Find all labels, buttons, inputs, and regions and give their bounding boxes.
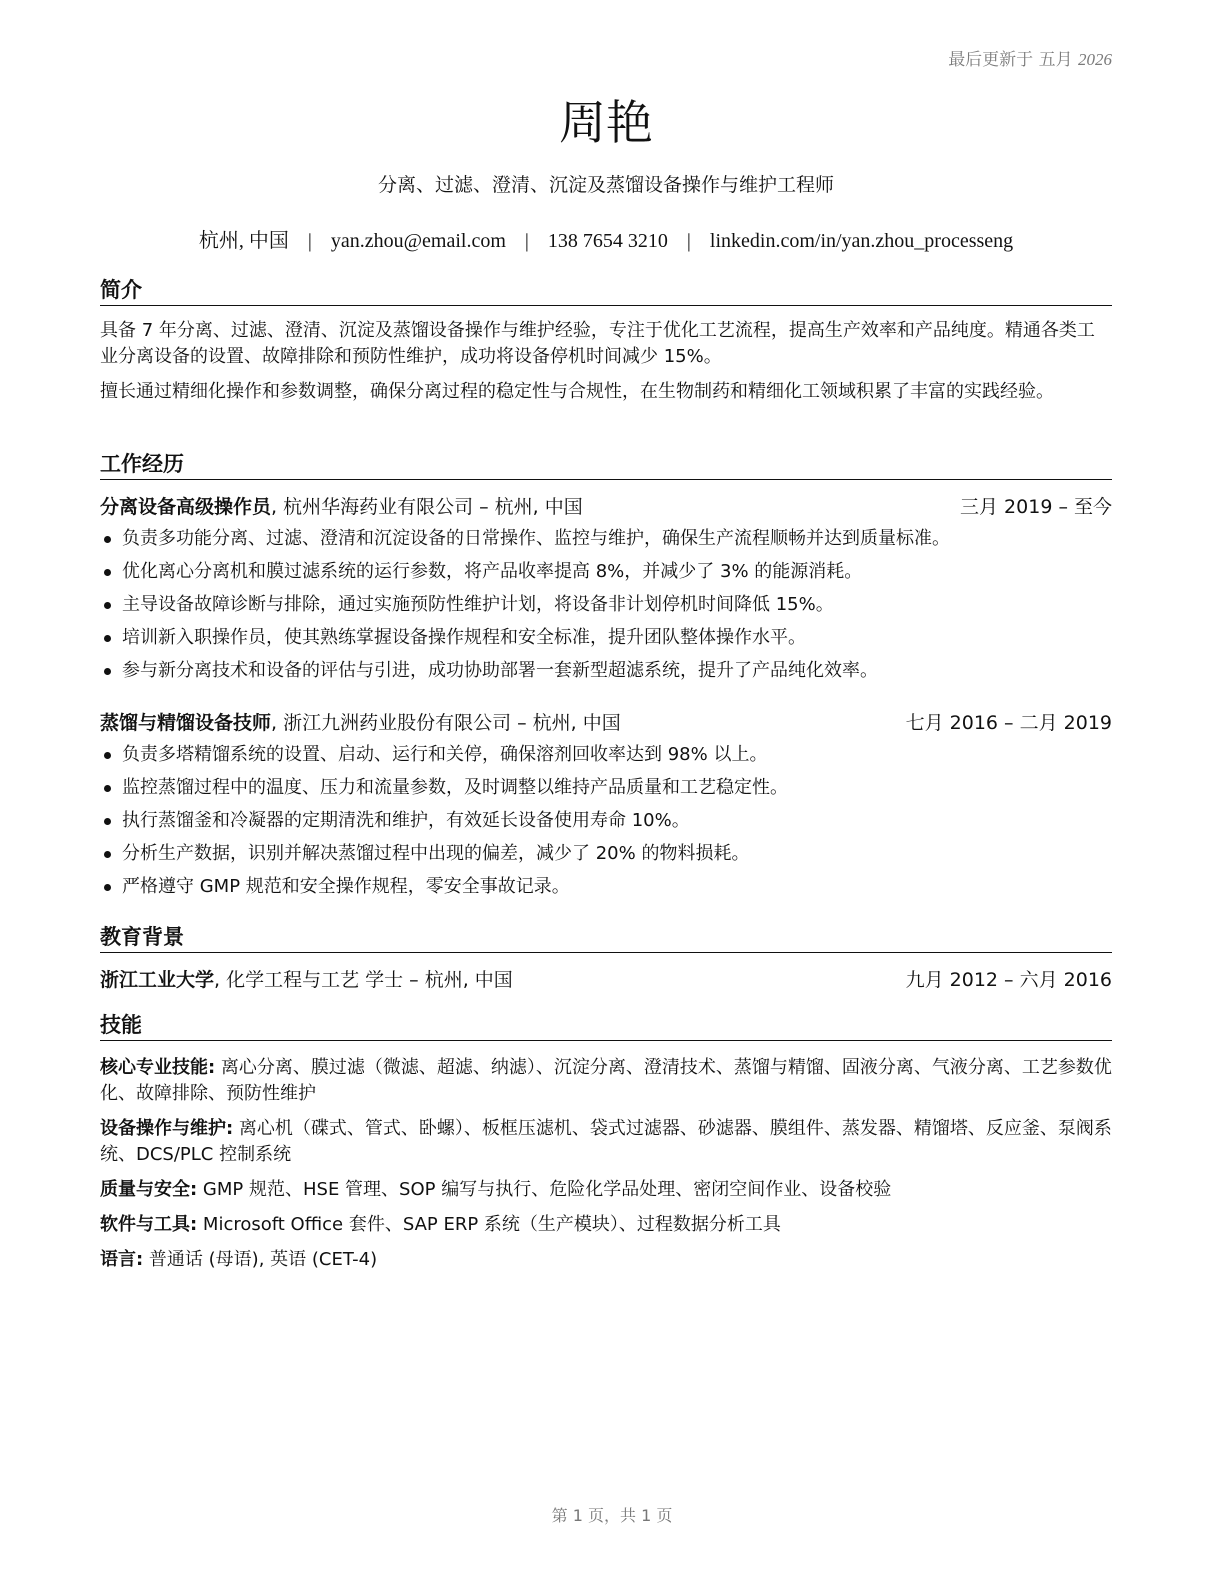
education-line bbox=[100, 967, 513, 993]
contact-separator: | bbox=[524, 230, 529, 252]
education-entry bbox=[100, 967, 1112, 993]
summary-paragraph-2: 擅长通过精细化操作和参数调整，确保分离过程的稳定性与合规性，在生物制药和精细化工领域积累了丰富的实践经验。 bbox=[100, 381, 1054, 402]
experience-title: 工作经历 bbox=[100, 451, 1112, 480]
job-role: 分离设备高级操作员 bbox=[100, 496, 272, 518]
skill-value: 离心机（碟式、管式、卧螺）、板框压滤机、袋式过滤器、砂滤器、膜组件、蒸发器、精馏塔、反应釜、泵阀系统、DCS/PLC 控制系统 bbox=[100, 1118, 1112, 1165]
contact-separator: | bbox=[307, 230, 312, 252]
contact-separator: | bbox=[686, 230, 691, 252]
experience-section bbox=[100, 451, 1112, 907]
job-bullet: 执行蒸馏釜和冷凝器的定期清洗和维护，有效延长设备使用寿命 10%。 bbox=[100, 808, 1112, 841]
education-date: 九月 2012 – 六月 2016 bbox=[905, 969, 1112, 991]
summary-title: 简介 bbox=[100, 277, 1112, 306]
last-updated-label: 最后更新于 五月 bbox=[948, 50, 1073, 70]
last-updated-year: 2026 bbox=[1078, 50, 1112, 69]
contact-line bbox=[100, 224, 1112, 253]
job-date: 七月 2016 – 二月 2019 bbox=[905, 712, 1112, 734]
last-updated bbox=[948, 45, 1112, 70]
education-section bbox=[100, 924, 1112, 993]
contact-email[interactable]: yan.zhou@email.com bbox=[330, 230, 506, 252]
job-bullet: 培训新入职操作员，使其熟练掌握设备操作规程和安全标准，提升团队整体操作水平。 bbox=[100, 625, 1112, 658]
job-bullets bbox=[100, 742, 1112, 907]
skill-value: 普通话 (母语), 英语 (CET-4) bbox=[143, 1249, 378, 1270]
job-role: 蒸馏与精馏设备技师 bbox=[100, 712, 272, 734]
job-bullets bbox=[100, 526, 1112, 691]
candidate-name: 周艳 bbox=[559, 96, 653, 151]
education-detail: , 化学工程与工艺 学士 – 杭州, 中国 bbox=[214, 969, 513, 991]
job-bullet: 监控蒸馏过程中的温度、压力和流量参数，及时调整以维持产品质量和工艺稳定性。 bbox=[100, 775, 1112, 808]
skill-value: GMP 规范、HSE 管理、SOP 编写与执行、危险化学品处理、密闭空间作业、设备校验 bbox=[197, 1179, 892, 1200]
job-entry-1 bbox=[100, 494, 1112, 691]
job-date: 三月 2019 – 至今 bbox=[960, 496, 1112, 518]
job-title-line bbox=[100, 494, 583, 520]
skills-section bbox=[100, 1012, 1112, 1273]
job-entry-2 bbox=[100, 710, 1112, 907]
skills-title: 技能 bbox=[100, 1012, 1112, 1041]
job-organization: , 杭州华海药业有限公司 – 杭州, 中国 bbox=[271, 496, 583, 518]
skill-value: Microsoft Office 套件、SAP ERP 系统（生产模块）、过程数据分析工具 bbox=[197, 1214, 781, 1235]
education-title: 教育背景 bbox=[100, 924, 1112, 953]
skill-label: 设备操作与维护: bbox=[100, 1118, 234, 1139]
skill-label: 质量与安全: bbox=[100, 1179, 198, 1200]
summary-section bbox=[100, 277, 1112, 405]
job-header bbox=[100, 710, 1112, 736]
job-bullet: 优化离心分离机和膜过滤系统的运行参数，将产品收率提高 8%，并减少了 3% 的能源消耗。 bbox=[100, 559, 1112, 592]
job-header bbox=[100, 494, 1112, 520]
contact-linkedin[interactable]: linkedin.com/in/yan.zhou_processeng bbox=[709, 230, 1014, 252]
skill-row bbox=[100, 1116, 1112, 1168]
job-bullet: 参与新分离技术和设备的评估与引进，成功协助部署一套新型超滤系统，提升了产品纯化效率。 bbox=[100, 658, 1112, 691]
skill-label: 核心专业技能: bbox=[100, 1057, 216, 1078]
contact-location: 杭州, 中国 bbox=[198, 230, 289, 252]
skill-value: 离心分离、膜过滤（微滤、超滤、纳滤）、沉淀分离、澄清技术、蒸馏与精馏、固液分离、气液分离、工艺参数优化、故障排除、预防性维护 bbox=[100, 1057, 1112, 1104]
education-school: 浙江工业大学 bbox=[100, 969, 215, 991]
job-bullet: 负责多塔精馏系统的设置、启动、运行和关停，确保溶剂回收率达到 98% 以上。 bbox=[100, 742, 1112, 775]
job-organization: , 浙江九洲药业股份有限公司 – 杭州, 中国 bbox=[271, 712, 621, 734]
skill-row bbox=[100, 1177, 1112, 1203]
job-bullet: 主导设备故障诊断与排除，通过实施预防性维护计划，将设备非计划停机时间降低 15%。 bbox=[100, 592, 1112, 625]
job-title-line bbox=[100, 710, 621, 736]
contact-phone[interactable]: 138 7654 3210 bbox=[547, 230, 668, 252]
skill-label: 语言: bbox=[100, 1249, 144, 1270]
job-bullet: 负责多功能分离、过滤、澄清和沉淀设备的日常操作、监控与维护，确保生产流程顺畅并达到质量标准。 bbox=[100, 526, 1112, 559]
page-footer: 第 1 页，共 1 页 bbox=[551, 1506, 673, 1525]
skill-row bbox=[100, 1247, 1112, 1273]
skill-label: 软件与工具: bbox=[100, 1214, 198, 1235]
job-bullet: 分析生产数据，识别并解决蒸馏过程中出现的偏差，减少了 20% 的物料损耗。 bbox=[100, 841, 1112, 874]
job-bullet: 严格遵守 GMP 规范和安全操作规程，零安全事故记录。 bbox=[100, 874, 1112, 907]
summary-paragraph-1: 具备 7 年分离、过滤、澄清、沉淀及蒸馏设备操作与维护经验，专注于优化工艺流程，提高生产效率和产品纯度。精通各类工业分离设备的设置、故障排除和预防性维护，成功将设备停机时间减少 15%。 bbox=[100, 320, 1095, 367]
candidate-headline: 分离、过滤、澄清、沉淀及蒸馏设备操作与维护工程师 bbox=[377, 174, 834, 196]
skill-row bbox=[100, 1055, 1112, 1107]
skill-row bbox=[100, 1212, 1112, 1238]
